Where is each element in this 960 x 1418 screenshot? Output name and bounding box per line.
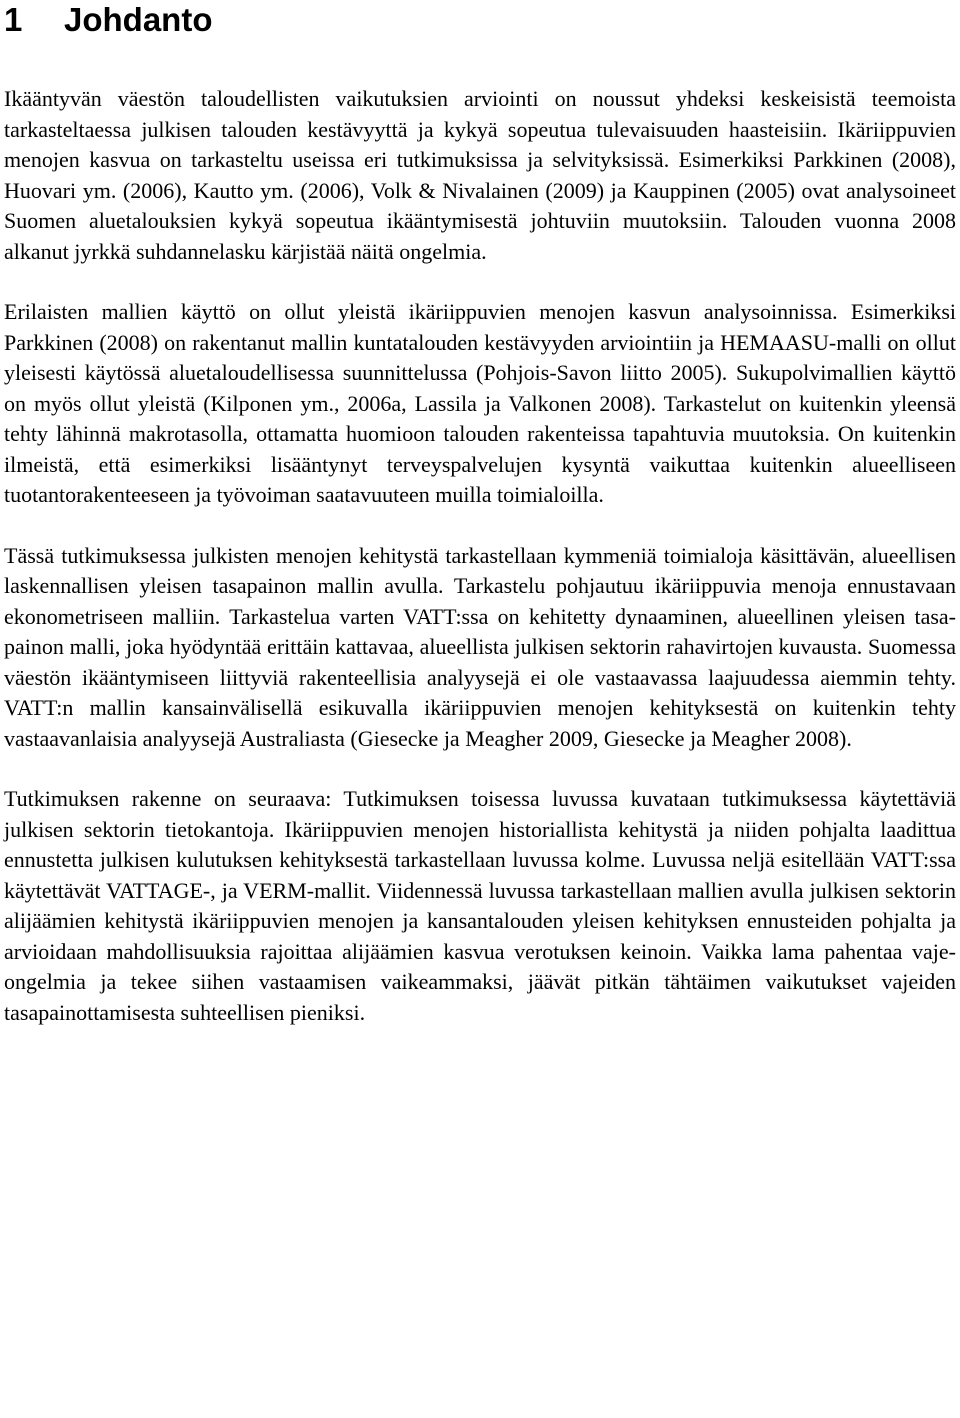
section-heading <box>4 0 956 40</box>
section-title: Johdanto <box>64 1 213 38</box>
document-page <box>4 0 956 1028</box>
paragraph-structure: Tutkimuksen rakenne on seuraava: Tutkimuksen toisessa luvussa kuvataan tutkimuksessa käytettäviä julkisen sektorin tietokantoja. Ikäriippuvien menojen historiallista kehitystä ja niiden pohjalta laadittua ennustetta julkisen kulutuksen kehityksestä tarkastellaan luvussa kolme. Luvussa neljä esitellään VATT:ssa käytettävät VATTAGE-, ja VERM-mallit. Viidennessä luvussa tarkastellaan mallien avulla julkisen sektorin alijäämien kehitystä ikäriippuvien menojen ja kansantalouden yleisen kehityksen ennusteiden pohjalta ja arvioidaan mahdollisuuksia rajoittaa alijäämien kasvua verotuksen keinoin. Vaikka lama pahentaa vaje-ongelmia ja tekee siihen vastaamisen vaikeammaksi, jäävät pitkän tähtäimen vaikutukset vajeiden tasapainottamisesta suhteellisen pieniksi. <box>4 786 956 1025</box>
paragraph-intro: Ikääntyvän väestön taloudellisten vaikutuksien arviointi on noussut yhdeksi keskeisistä teemoista tarkasteltaessa julkisen talouden kestävyyttä ja kykyä sopeutua tulevaisuuden haasteisiin. Ikäriippuvien menojen kasvua on tarkasteltu useissa eri tutkimuksissa ja selvityksissä. Esimerkiksi Parkkinen (2008), Huovari ym. (2006), Kautto ym. (2006), Volk & Nivalainen (2009) ja Kauppinen (2005) ovat analysoineet Suomen aluetalouksien kykyä sopeutua ikääntymisestä johtuviin muutoksiin. Talouden vuonna 2008 alkanut jyrkkä suhdannelasku kärjistää näitä ongelmia. <box>4 86 956 264</box>
paragraph-models: Erilaisten mallien käyttö on ollut yleistä ikäriippuvien menojen kasvun analysoinnissa. Esimerkiksi Parkkinen (2008) on rakentanut mallin kuntatalouden kestävyyden arviointiin ja HEMAASU-malli on ollut yleisesti käytössä aluetaloudellisessa suunnittelussa (Pohjois-Savon liitto 2005). Sukupolvimallien käyttö on myös ollut yleistä (Kilponen ym., 2006a, Lassila ja Valkonen 2008). Tarkastelut on kuitenkin yleensä tehty lähinnä makrotasolla, ottamatta huomioon talouden rakenteissa tapahtuvia muutoksia. On kuitenkin ilmeistä, että esimerkiksi lisääntynyt terveyspalvelujen kysyntä vaikuttaa kuitenkin alueelliseen tuotantorakenteeseen ja työvoiman saatavuuteen muilla toimialoilla. <box>4 299 956 507</box>
paragraph-this-study: Tässä tutkimuksessa julkisten menojen kehitystä tarkastellaan kymmeniä toimialoja käsittävän, alueellisen laskennallisen yleisen tasapainon mallin avulla. Tarkastelu pohjautuu ikäriippuvia menoja ennustavaan ekonometriseen malliin. Tarkastelua varten VATT:ssa on kehitetty dynaaminen, alueellinen yleisen tasapainon malli, joka hyödyntää erittäin kattavaa, alueellista julkisen sektorin rahavirtojen kuvausta. Suomessa väestön ikääntymiseen liittyviä rakenteellisia analyysejä ei ole vastaavassa laajuudessa aiemmin tehty. VATT:n mallin kansainvälisellä esikuvalla ikäriippuvien menojen kehityksestä on kuitenkin tehty vastaavanlaisia analyysejä Australiasta (Giesecke ja Meagher 2009, Giesecke ja Meagher 2008). <box>4 542 956 751</box>
section-number: 1 <box>4 1 23 38</box>
